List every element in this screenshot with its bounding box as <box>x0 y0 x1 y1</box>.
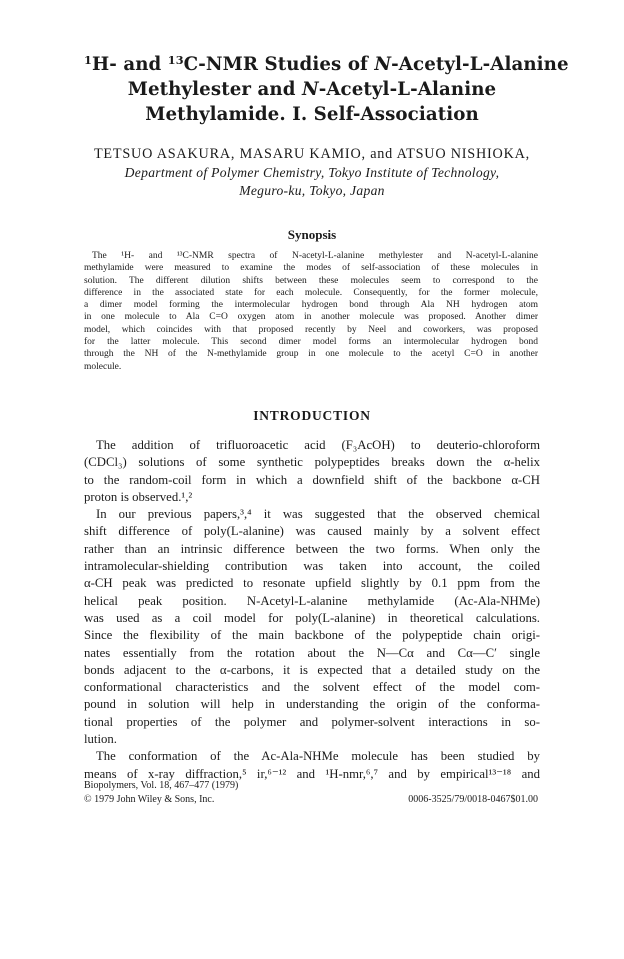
article-title <box>84 52 569 127</box>
article-code: 0006-3525/79/0018-0467$01.00 <box>408 794 538 805</box>
body-line: means of x-ray diffraction,⁵ ir,⁶⁻¹² and ¹H-nmr,⁶,⁷ and by empirical¹³⁻¹⁸ and <box>84 766 540 781</box>
superscript: 1 <box>84 52 92 67</box>
affiliation-line: Meguro-ku, Tokyo, Japan <box>239 183 385 198</box>
title-text: -Alanine <box>410 79 497 100</box>
abstract-line: a dimer model forming the intermolecular hydrogen bond through Ala NH hydrogen atom <box>84 300 538 311</box>
title-line-3: Methylamide. I. Self-Association <box>145 104 479 125</box>
abstract-line: methylamide were measured to examine the modes of self-association of these molecules in <box>84 263 538 274</box>
abstract-line: model, which coincides with that proposed recently by Neel and coworkers, was proposed <box>84 324 538 335</box>
title-text: -Acetyl- <box>318 79 398 100</box>
synopsis-heading: Synopsis <box>287 227 337 242</box>
journal-footer <box>84 779 238 807</box>
affiliation-line: Department of Polymer Chemistry, Tokyo Institute of Technology, <box>124 165 500 180</box>
title-smallcaps: L <box>469 54 483 75</box>
affiliation <box>88 164 536 200</box>
title-text: Methylester and <box>127 79 302 100</box>
introduction-body <box>84 437 540 783</box>
superscript: 13 <box>167 52 184 67</box>
body-line: The conformation of the Ac-Ala-NHMe molecule has been studied by <box>96 749 540 764</box>
body-line: lution. <box>84 732 117 747</box>
body-line: intramolecular-shielding contribution was taken into account, the coiled <box>84 559 540 574</box>
title-italic: N <box>374 54 392 75</box>
body-line: pound in solution will help in understanding the origin of the conforma- <box>84 697 540 712</box>
body-line: (CDCl₃) solutions of some synthetic polypeptides breaks down the α-helix <box>84 455 540 470</box>
abstract-line: The ¹H- and ¹³C-NMR spectra of N-acetyl-L-alanine methylester and N-acetyl-L-alanine <box>92 251 538 261</box>
body-line: tional properties of the polymer and polymer-solvent interactions in so- <box>84 714 540 729</box>
title-italic: N <box>301 79 319 100</box>
body-line: rather than an intrinsic difference between the two forms. When only the <box>84 541 540 556</box>
abstract-line: solution. The different dilution shifts between these molecules seem to correspond to the <box>84 275 538 286</box>
abstract <box>84 250 538 373</box>
body-line: In our previous papers,³,⁴ it was suggested that the observed chemical <box>96 507 540 522</box>
abstract-line: molecule. <box>84 361 122 372</box>
title-text: C-NMR Studies of <box>183 54 375 75</box>
body-line: α-CH peak was predicted to resonate upfield slightly by 0.1 ppm from the <box>84 576 540 591</box>
journal-citation: Biopolymers, Vol. 18, 467–477 (1979) <box>84 780 239 791</box>
body-line: Since the flexibility of the main backbone of the polypeptide chain origi- <box>84 628 540 643</box>
title-line-2 <box>84 77 540 102</box>
title-text: -Acetyl- <box>391 54 470 75</box>
body-line: conformational characteristics and the solvent effect of the model com- <box>84 680 540 695</box>
body-line: nates essentially from the rotation about the N—Cα and Cα—C′ single <box>84 645 540 660</box>
title-smallcaps: L <box>397 79 411 100</box>
body-line: shift difference of poly(L-alanine) was caused mainly by a solvent effect <box>84 524 540 539</box>
abstract-line: through the NH of the N-methylamide group in one molecule to the acetyl C=O in another <box>84 349 538 360</box>
abstract-line: for the latter molecule. This second dimer model forms an intermolecular hydrogen bond <box>84 337 538 348</box>
body-line: The addition of trifluoroacetic acid (F₃AcOH) to deuterio-chloroform <box>96 438 540 452</box>
body-line: bonds adjacent to the α-carbons, it is expected that a detailed study on the <box>84 662 540 677</box>
abstract-line: difference in the associated state for each molecule. Consequently, for the former molecule, <box>84 287 538 298</box>
body-line: helical peak position. N-Acetyl-L-alanine methylamide (Ac-Ala-NHMe) <box>84 593 540 608</box>
abstract-line: in one molecule to Ala C=O oxygen atom in another molecule was proposed. Another dimer <box>84 312 538 323</box>
body-line: proton is observed.¹,² <box>84 489 193 504</box>
body-line: was used as a coil model for poly(L-alanine) in theoretical calculations. <box>84 610 540 625</box>
author-list: TETSUO ASAKURA, MASARU KAMIO, and ATSUO NISHIOKA, <box>93 146 531 162</box>
title-line-1 <box>84 52 569 77</box>
title-text: -Alanine <box>482 54 569 75</box>
copyright-notice: © 1979 John Wiley & Sons, Inc. <box>84 794 215 805</box>
introduction-heading: INTRODUCTION <box>253 408 371 423</box>
body-line: to the random-coil form in which a downfield shift of the backbone α-CH <box>84 472 540 487</box>
title-text: H- and <box>91 54 168 75</box>
